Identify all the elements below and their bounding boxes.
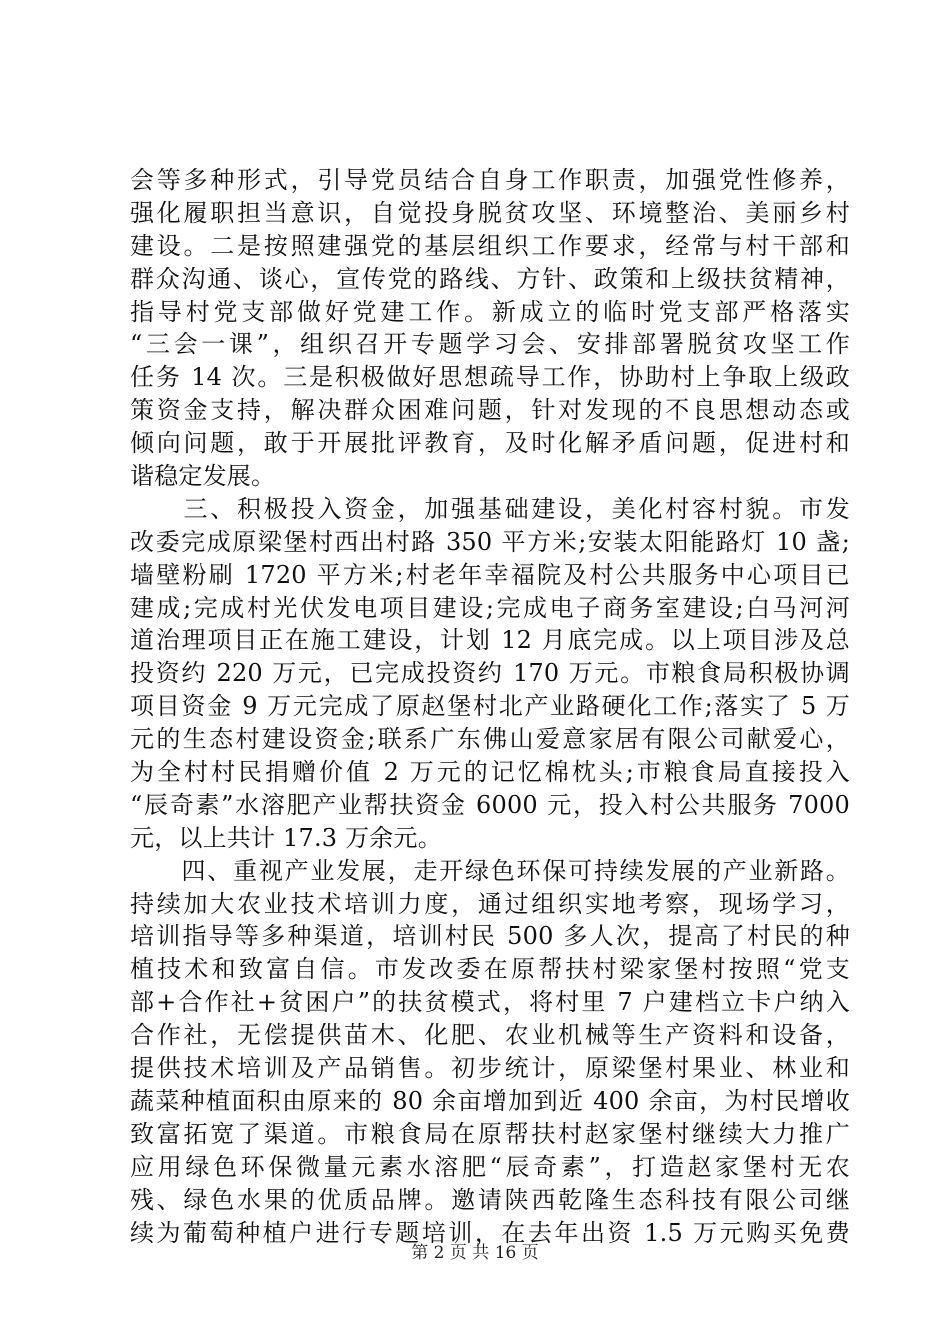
text-line: 群众沟通、谈心，宣传党的路线、方针、政策和上级扶贫精神， xyxy=(130,264,850,293)
text-line: 四、重视产业发展，走开绿色环保可持续发展的产业新路。 xyxy=(130,856,850,885)
text-line: 会等多种形式，引导党员结合自身工作职责，加强党性修养， xyxy=(130,166,850,194)
text-line: 合作社，无偿提供苗木、化肥、农业机械等生产资料和设备， xyxy=(130,1021,850,1050)
text-line: 强化履职担当意识，自觉投身脱贫攻坚、环境整治、美丽乡村 xyxy=(130,198,850,227)
text-line: 建设。二是按照建强党的基层组织工作要求，经常与村干部和 xyxy=(130,231,850,260)
text-line: 提供技术培训及产品销售。初步统计，原梁堡村果业、林业和 xyxy=(130,1054,850,1083)
text-line: 倾向问题，敢于开展批评教育，及时化解矛盾问题，促进村和 xyxy=(130,429,850,458)
text-line: 为全村村民捐赠价值 2 万元的记忆棉枕头;市粮食局直接投入 xyxy=(130,758,850,787)
text-line: 三、积极投入资金，加强基础建设，美化村容村貌。市发 xyxy=(130,494,850,523)
text-line: 改委完成原梁堡村西出村路 350 平方米;安装太阳能路灯 10 盏; xyxy=(130,527,850,556)
text-line: 应用绿色环保微量元素水溶肥“辰奇素”，打造赵家堡村无农 xyxy=(130,1152,850,1181)
text-line: 植技术和致富自信。市发改委在原帮扶村梁家堡村按照“党支 xyxy=(130,955,850,984)
text-line: 指导村党支部做好党建工作。新成立的临时党支部严格落实 xyxy=(130,297,850,326)
text-line: “三会一课”，组织召开专题学习会、安排部署脱贫攻坚工作 xyxy=(130,330,850,359)
text-line: 道治理项目正在施工建设，计划 12 月底完成。以上项目涉及总 xyxy=(130,626,850,655)
text-line: 策资金支持，解决群众困难问题，针对发现的不良思想动态或 xyxy=(130,396,850,425)
text-line: 续为葡萄种植户进行专题培训，在去年出资 1.5 万元购买免费 xyxy=(130,1218,850,1247)
text-line: 培训指导等多种渠道，培训村民 500 多人次，提高了村民的种 xyxy=(130,922,850,951)
text-line: 元，以上共计 17.3 万余元。 xyxy=(130,823,442,852)
page-footer: 第 2 页 共 16 页 xyxy=(411,1243,539,1263)
text-line: “辰奇素”水溶肥产业帮扶资金 6000 元，投入村公共服务 7000 xyxy=(130,790,850,819)
document-body xyxy=(130,164,850,1249)
text-line: 元的生态村建设资金;联系广东佛山爱意家居有限公司献爱心， xyxy=(130,725,850,754)
text-line: 任务 14 次。三是积极做好思想疏导工作，协助村上争取上级政 xyxy=(130,363,850,392)
text-line: 谐稳定发展。 xyxy=(130,462,276,491)
text-line: 项目资金 9 万元完成了原赵堡村北产业路硬化工作;落实了 5 万 xyxy=(130,692,850,721)
text-line: 持续加大农业技术培训力度，通过组织实地考察，现场学习， xyxy=(130,889,850,918)
text-line: 蔬菜种植面积由原来的 80 余亩增加到近 400 余亩，为村民增收 xyxy=(130,1086,850,1115)
text-line: 残、绿色水果的优质品牌。邀请陕西乾隆生态科技有限公司继 xyxy=(130,1185,850,1214)
text-line: 部+合作社+贫困户”的扶贫模式，将村里 7 户建档立卡户纳入 xyxy=(130,988,850,1017)
text-line: 墙壁粉刷 1720 平方米;村老年幸福院及村公共服务中心项目已 xyxy=(130,560,850,589)
text-line: 致富拓宽了渠道。市粮食局在原帮扶村赵家堡村继续大力推广 xyxy=(130,1119,850,1148)
text-line: 建成;完成村光伏发电项目建设;完成电子商务室建设;白马河河 xyxy=(130,593,850,622)
text-line: 投资约 220 万元，已完成投资约 170 万元。市粮食局积极协调 xyxy=(130,659,850,688)
